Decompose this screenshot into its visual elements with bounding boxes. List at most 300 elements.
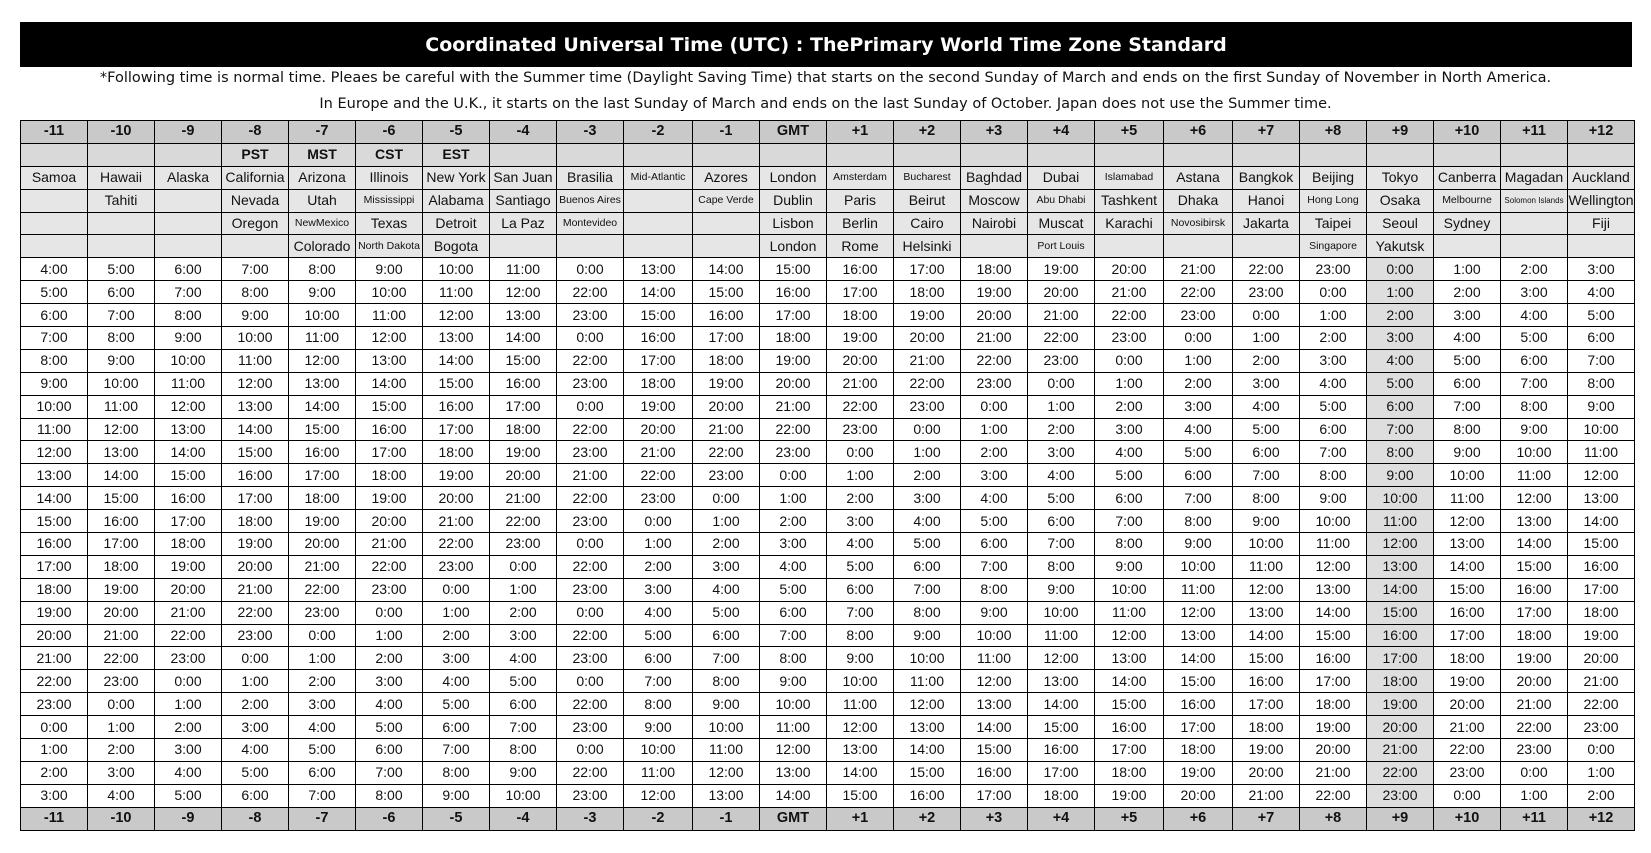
time-row bbox=[21, 395, 1635, 418]
time-cell: 6:00 bbox=[155, 258, 222, 281]
offset-header-cell: +5 bbox=[1095, 121, 1164, 144]
time-cell: 9:00 bbox=[1164, 533, 1233, 556]
zone-abbreviation-cell bbox=[490, 143, 557, 166]
city-cell: Dubai bbox=[1028, 166, 1095, 189]
time-cell: 15:00 bbox=[21, 510, 88, 533]
time-cell: 5:00 bbox=[827, 555, 894, 578]
time-cell: 5:00 bbox=[490, 670, 557, 693]
city-cell: Tokyo bbox=[1367, 166, 1434, 189]
time-cell: 14:00 bbox=[1164, 647, 1233, 670]
time-cell: 2:00 bbox=[222, 693, 289, 716]
time-cell: 5:00 bbox=[1367, 372, 1434, 395]
time-cell: 13:00 bbox=[222, 395, 289, 418]
time-cell: 13:00 bbox=[21, 464, 88, 487]
time-cell: 22:00 bbox=[222, 601, 289, 624]
city-cell: Muscat bbox=[1028, 212, 1095, 235]
time-cell: 5:00 bbox=[760, 578, 827, 601]
time-cell: 22:00 bbox=[557, 349, 624, 372]
time-cell: 10:00 bbox=[1501, 441, 1568, 464]
time-cell: 16:00 bbox=[490, 372, 557, 395]
time-cell: 14:00 bbox=[961, 716, 1028, 739]
time-cell: 16:00 bbox=[1501, 578, 1568, 601]
offset-header-cell: +1 bbox=[827, 121, 894, 144]
offset-footer-cell: -8 bbox=[222, 807, 289, 830]
time-cell: 9:00 bbox=[490, 761, 557, 784]
time-cell: 21:00 bbox=[1095, 281, 1164, 304]
time-cell: 15:00 bbox=[222, 441, 289, 464]
time-cell: 4:00 bbox=[88, 784, 155, 807]
time-cell: 9:00 bbox=[1233, 510, 1300, 533]
time-cell: 17:00 bbox=[827, 281, 894, 304]
time-cell: 6:00 bbox=[21, 304, 88, 327]
time-cell: 4:00 bbox=[490, 647, 557, 670]
city-cell bbox=[155, 235, 222, 258]
time-cell: 10:00 bbox=[1164, 555, 1233, 578]
time-cell: 17:00 bbox=[155, 510, 222, 533]
time-cell: 21:00 bbox=[693, 418, 760, 441]
time-cell: 22:00 bbox=[557, 624, 624, 647]
time-cell: 1:00 bbox=[1367, 281, 1434, 304]
time-cell: 8:00 bbox=[1028, 555, 1095, 578]
time-cell: 9:00 bbox=[760, 670, 827, 693]
time-cell: 15:00 bbox=[894, 761, 961, 784]
time-cell: 7:00 bbox=[1568, 349, 1635, 372]
time-cell: 5:00 bbox=[1300, 395, 1367, 418]
time-row bbox=[21, 578, 1635, 601]
time-cell: 0:00 bbox=[88, 693, 155, 716]
time-cell: 15:00 bbox=[356, 395, 423, 418]
page-title: Coordinated Universal Time (UTC) : ThePrimary World Time Zone Standard bbox=[20, 22, 1632, 67]
time-cell: 9:00 bbox=[1300, 487, 1367, 510]
time-cell: 9:00 bbox=[1028, 578, 1095, 601]
time-cell: 4:00 bbox=[1568, 281, 1635, 304]
time-cell: 6:00 bbox=[1568, 327, 1635, 350]
city-cell: Bogota bbox=[423, 235, 490, 258]
city-cell: Nevada bbox=[222, 189, 289, 212]
time-cell: 0:00 bbox=[1164, 327, 1233, 350]
time-cell: 8:00 bbox=[423, 761, 490, 784]
time-cell: 7:00 bbox=[423, 739, 490, 762]
time-cell: 15:00 bbox=[1300, 624, 1367, 647]
time-cell: 13:00 bbox=[961, 693, 1028, 716]
time-cell: 20:00 bbox=[21, 624, 88, 647]
time-cell: 21:00 bbox=[423, 510, 490, 533]
time-cell: 15:00 bbox=[1095, 693, 1164, 716]
city-cell: Baghdad bbox=[961, 166, 1028, 189]
time-cell: 12:00 bbox=[155, 395, 222, 418]
time-cell: 8:00 bbox=[490, 739, 557, 762]
zone-abbreviation-cell bbox=[961, 143, 1028, 166]
time-cell: 16:00 bbox=[1095, 716, 1164, 739]
time-cell: 22:00 bbox=[624, 464, 693, 487]
time-cell: 20:00 bbox=[760, 372, 827, 395]
time-cell: 0:00 bbox=[557, 533, 624, 556]
time-cell: 0:00 bbox=[1501, 761, 1568, 784]
offset-header-cell: +3 bbox=[961, 121, 1028, 144]
time-cell: 22:00 bbox=[1568, 693, 1635, 716]
time-cell: 15:00 bbox=[289, 418, 356, 441]
time-row bbox=[21, 555, 1635, 578]
time-cell: 18:00 bbox=[624, 372, 693, 395]
time-cell: 22:00 bbox=[894, 372, 961, 395]
city-cell: Montevideo bbox=[557, 212, 624, 235]
time-cell: 1:00 bbox=[894, 441, 961, 464]
time-cell: 17:00 bbox=[1028, 761, 1095, 784]
offset-header-cell: -3 bbox=[557, 121, 624, 144]
time-cell: 11:00 bbox=[155, 372, 222, 395]
time-cell: 10:00 bbox=[1367, 487, 1434, 510]
time-cell: 6:00 bbox=[423, 716, 490, 739]
time-cell: 6:00 bbox=[693, 624, 760, 647]
offset-footer-cell: -1 bbox=[693, 807, 760, 830]
time-cell: 3:00 bbox=[1095, 418, 1164, 441]
time-cell: 1:00 bbox=[21, 739, 88, 762]
time-cell: 15:00 bbox=[1028, 716, 1095, 739]
time-cell: 18:00 bbox=[1095, 761, 1164, 784]
time-row bbox=[21, 739, 1635, 762]
time-cell: 1:00 bbox=[693, 510, 760, 533]
time-cell: 13:00 bbox=[490, 304, 557, 327]
time-cell: 22:00 bbox=[88, 647, 155, 670]
time-cell: 8:00 bbox=[693, 670, 760, 693]
time-cell: 12:00 bbox=[894, 693, 961, 716]
time-cell: 22:00 bbox=[557, 693, 624, 716]
time-cell: 14:00 bbox=[1568, 510, 1635, 533]
time-cell: 0:00 bbox=[961, 395, 1028, 418]
zone-abbreviation-cell: CST bbox=[356, 143, 423, 166]
time-cell: 4:00 bbox=[1434, 327, 1501, 350]
time-cell: 19:00 bbox=[693, 372, 760, 395]
time-cell: 16:00 bbox=[1300, 647, 1367, 670]
time-cell: 20:00 bbox=[1434, 693, 1501, 716]
time-cell: 4:00 bbox=[289, 716, 356, 739]
time-cell: 11:00 bbox=[827, 693, 894, 716]
time-cell: 15:00 bbox=[1501, 555, 1568, 578]
time-cell: 23:00 bbox=[88, 670, 155, 693]
zone-abbreviation-cell bbox=[88, 143, 155, 166]
time-cell: 15:00 bbox=[760, 258, 827, 281]
time-cell: 17:00 bbox=[1501, 601, 1568, 624]
time-cell: 1:00 bbox=[1164, 349, 1233, 372]
time-cell: 22:00 bbox=[961, 349, 1028, 372]
city-cell: Novosibirsk bbox=[1164, 212, 1233, 235]
city-cell bbox=[1568, 235, 1635, 258]
time-cell: 13:00 bbox=[760, 761, 827, 784]
time-cell: 18:00 bbox=[1233, 716, 1300, 739]
time-cell: 22:00 bbox=[155, 624, 222, 647]
time-cell: 4:00 bbox=[1164, 418, 1233, 441]
time-cell: 5:00 bbox=[1568, 304, 1635, 327]
offset-header-cell: +12 bbox=[1568, 121, 1635, 144]
time-cell: 0:00 bbox=[557, 395, 624, 418]
time-cell: 11:00 bbox=[1367, 510, 1434, 533]
offset-footer-cell: +4 bbox=[1028, 807, 1095, 830]
time-cell: 9:00 bbox=[624, 716, 693, 739]
time-cell: 15:00 bbox=[490, 349, 557, 372]
city-cell: Lisbon bbox=[760, 212, 827, 235]
offset-header-cell: -10 bbox=[88, 121, 155, 144]
time-cell: 12:00 bbox=[624, 784, 693, 807]
time-cell: 23:00 bbox=[1028, 349, 1095, 372]
time-cell: 12:00 bbox=[1028, 647, 1095, 670]
time-cell: 5:00 bbox=[693, 601, 760, 624]
time-cell: 22:00 bbox=[1300, 784, 1367, 807]
city-cell bbox=[88, 212, 155, 235]
city-cell bbox=[557, 235, 624, 258]
time-row bbox=[21, 510, 1635, 533]
offset-header-cell: -4 bbox=[490, 121, 557, 144]
time-cell: 22:00 bbox=[289, 578, 356, 601]
time-cell: 3:00 bbox=[155, 739, 222, 762]
zone-abbreviation-cell bbox=[155, 143, 222, 166]
time-cell: 16:00 bbox=[155, 487, 222, 510]
zone-abbreviation-cell bbox=[1568, 143, 1635, 166]
time-cell: 0:00 bbox=[693, 487, 760, 510]
time-cell: 14:00 bbox=[21, 487, 88, 510]
time-cell: 17:00 bbox=[1367, 647, 1434, 670]
offset-header-row bbox=[21, 121, 1635, 144]
time-cell: 8:00 bbox=[1568, 372, 1635, 395]
time-row bbox=[21, 464, 1635, 487]
time-cell: 3:00 bbox=[693, 555, 760, 578]
time-cell: 21:00 bbox=[155, 601, 222, 624]
time-cell: 15:00 bbox=[624, 304, 693, 327]
time-cell: 11:00 bbox=[490, 258, 557, 281]
time-cell: 2:00 bbox=[693, 533, 760, 556]
time-cell: 12:00 bbox=[21, 441, 88, 464]
time-cell: 6:00 bbox=[88, 281, 155, 304]
time-cell: 1:00 bbox=[827, 464, 894, 487]
time-cell: 21:00 bbox=[490, 487, 557, 510]
time-cell: 23:00 bbox=[624, 487, 693, 510]
time-cell: 2:00 bbox=[88, 739, 155, 762]
time-cell: 17:00 bbox=[289, 464, 356, 487]
time-cell: 4:00 bbox=[624, 601, 693, 624]
time-cell: 6:00 bbox=[1164, 464, 1233, 487]
time-cell: 8:00 bbox=[1164, 510, 1233, 533]
time-cell: 0:00 bbox=[356, 601, 423, 624]
time-cell: 4:00 bbox=[1300, 372, 1367, 395]
zone-abbreviation-cell bbox=[557, 143, 624, 166]
time-cell: 14:00 bbox=[1095, 670, 1164, 693]
time-cell: 19:00 bbox=[961, 281, 1028, 304]
time-cell: 10:00 bbox=[423, 258, 490, 281]
zone-abbreviation-cell bbox=[21, 143, 88, 166]
time-cell: 18:00 bbox=[1501, 624, 1568, 647]
time-cell: 12:00 bbox=[490, 281, 557, 304]
time-cell: 2:00 bbox=[155, 716, 222, 739]
city-cell: Helsinki bbox=[894, 235, 961, 258]
city-cell: La Paz bbox=[490, 212, 557, 235]
time-cell: 2:00 bbox=[1095, 395, 1164, 418]
time-cell: 7:00 bbox=[1300, 441, 1367, 464]
time-cell: 22:00 bbox=[760, 418, 827, 441]
time-cell: 20:00 bbox=[356, 510, 423, 533]
time-cell: 0:00 bbox=[1568, 739, 1635, 762]
city-cell: Melbourne bbox=[1434, 189, 1501, 212]
time-cell: 0:00 bbox=[289, 624, 356, 647]
time-cell: 23:00 bbox=[21, 693, 88, 716]
city-cell bbox=[21, 189, 88, 212]
time-row bbox=[21, 716, 1635, 739]
time-cell: 2:00 bbox=[1367, 304, 1434, 327]
time-cell: 22:00 bbox=[1028, 327, 1095, 350]
time-row bbox=[21, 327, 1635, 350]
time-cell: 23:00 bbox=[155, 647, 222, 670]
time-cell: 2:00 bbox=[1164, 372, 1233, 395]
time-cell: 9:00 bbox=[423, 784, 490, 807]
city-cell bbox=[490, 235, 557, 258]
time-cell: 21:00 bbox=[1164, 258, 1233, 281]
offset-footer-row bbox=[21, 807, 1635, 830]
time-cell: 22:00 bbox=[423, 533, 490, 556]
time-cell: 13:00 bbox=[894, 716, 961, 739]
time-cell: 3:00 bbox=[1164, 395, 1233, 418]
time-cell: 21:00 bbox=[1501, 693, 1568, 716]
time-cell: 0:00 bbox=[894, 418, 961, 441]
city-cell: Hawaii bbox=[88, 166, 155, 189]
time-cell: 20:00 bbox=[961, 304, 1028, 327]
city-cell: Tahiti bbox=[88, 189, 155, 212]
city-cell bbox=[21, 235, 88, 258]
time-cell: 10:00 bbox=[624, 739, 693, 762]
time-row bbox=[21, 441, 1635, 464]
zone-abbreviation-cell bbox=[1300, 143, 1367, 166]
city-cell bbox=[1095, 235, 1164, 258]
time-cell: 22:00 bbox=[557, 487, 624, 510]
city-cell: Astana bbox=[1164, 166, 1233, 189]
time-cell: 11:00 bbox=[1300, 533, 1367, 556]
time-cell: 2:00 bbox=[760, 510, 827, 533]
time-cell: 3:00 bbox=[1028, 441, 1095, 464]
city-cell bbox=[693, 235, 760, 258]
time-cell: 8:00 bbox=[155, 304, 222, 327]
time-cell: 5:00 bbox=[1501, 327, 1568, 350]
city-cell: Karachi bbox=[1095, 212, 1164, 235]
time-cell: 4:00 bbox=[961, 487, 1028, 510]
time-cell: 8:00 bbox=[356, 784, 423, 807]
time-cell: 19:00 bbox=[1434, 670, 1501, 693]
time-cell: 14:00 bbox=[624, 281, 693, 304]
city-cell: Bangkok bbox=[1233, 166, 1300, 189]
time-cell: 0:00 bbox=[827, 441, 894, 464]
time-cell: 9:00 bbox=[356, 258, 423, 281]
time-cell: 14:00 bbox=[1300, 601, 1367, 624]
time-cell: 11:00 bbox=[1434, 487, 1501, 510]
time-cell: 23:00 bbox=[827, 418, 894, 441]
time-cell: 2:00 bbox=[423, 624, 490, 647]
offset-header-cell: +2 bbox=[894, 121, 961, 144]
time-cell: 11:00 bbox=[21, 418, 88, 441]
time-cell: 11:00 bbox=[760, 716, 827, 739]
time-cell: 3:00 bbox=[827, 510, 894, 533]
time-cell: 18:00 bbox=[1300, 693, 1367, 716]
time-cell: 23:00 bbox=[1434, 761, 1501, 784]
offset-header-cell: +7 bbox=[1233, 121, 1300, 144]
time-cell: 16:00 bbox=[289, 441, 356, 464]
time-cell: 0:00 bbox=[1233, 304, 1300, 327]
time-cell: 0:00 bbox=[1028, 372, 1095, 395]
offset-header-cell: -6 bbox=[356, 121, 423, 144]
time-cell: 6:00 bbox=[624, 647, 693, 670]
time-cell: 16:00 bbox=[894, 784, 961, 807]
time-cell: 6:00 bbox=[356, 739, 423, 762]
time-cell: 7:00 bbox=[693, 647, 760, 670]
city-cell: Samoa bbox=[21, 166, 88, 189]
note-line-2: In Europe and the U.K., it starts on the last Sunday of March and ends on the last Sunday of October. Japan does not use the Summer time. bbox=[319, 96, 1332, 112]
time-cell: 17:00 bbox=[1233, 693, 1300, 716]
time-cell: 18:00 bbox=[1568, 601, 1635, 624]
time-cell: 12:00 bbox=[222, 372, 289, 395]
time-cell: 9:00 bbox=[88, 349, 155, 372]
time-cell: 23:00 bbox=[961, 372, 1028, 395]
time-cell: 23:00 bbox=[693, 464, 760, 487]
time-cell: 15:00 bbox=[88, 487, 155, 510]
time-cell: 20:00 bbox=[423, 487, 490, 510]
time-cell: 8:00 bbox=[760, 647, 827, 670]
time-cell: 12:00 bbox=[760, 739, 827, 762]
time-cell: 22:00 bbox=[490, 510, 557, 533]
time-cell: 0:00 bbox=[760, 464, 827, 487]
zone-abbreviation-cell bbox=[1164, 143, 1233, 166]
offset-footer-cell: +10 bbox=[1434, 807, 1501, 830]
offset-footer-cell: +6 bbox=[1164, 807, 1233, 830]
city-cell: London bbox=[760, 235, 827, 258]
time-cell: 14:00 bbox=[1233, 624, 1300, 647]
time-cell: 0:00 bbox=[1367, 258, 1434, 281]
time-cell: 11:00 bbox=[423, 281, 490, 304]
time-cell: 7:00 bbox=[1434, 395, 1501, 418]
city-cell: NewMexico bbox=[289, 212, 356, 235]
time-cell: 7:00 bbox=[21, 327, 88, 350]
time-cell: 23:00 bbox=[557, 647, 624, 670]
city-cell bbox=[88, 235, 155, 258]
time-row bbox=[21, 533, 1635, 556]
city-cell: Illinois bbox=[356, 166, 423, 189]
time-cell: 14:00 bbox=[760, 784, 827, 807]
time-cell: 20:00 bbox=[1300, 739, 1367, 762]
time-cell: 0:00 bbox=[557, 739, 624, 762]
time-cell: 10:00 bbox=[490, 784, 557, 807]
time-cell: 16:00 bbox=[624, 327, 693, 350]
city-cell bbox=[624, 235, 693, 258]
time-cell: 19:00 bbox=[88, 578, 155, 601]
time-cell: 4:00 bbox=[1028, 464, 1095, 487]
city-cell: Seoul bbox=[1367, 212, 1434, 235]
offset-footer-cell: +1 bbox=[827, 807, 894, 830]
time-cell: 17:00 bbox=[21, 555, 88, 578]
time-cell: 0:00 bbox=[423, 578, 490, 601]
offset-header-cell: +9 bbox=[1367, 121, 1434, 144]
time-cell: 11:00 bbox=[356, 304, 423, 327]
zone-abbreviation-cell bbox=[693, 143, 760, 166]
time-cell: 3:00 bbox=[1233, 372, 1300, 395]
time-cell: 2:00 bbox=[21, 761, 88, 784]
time-cell: 3:00 bbox=[88, 761, 155, 784]
time-cell: 21:00 bbox=[557, 464, 624, 487]
time-cell: 23:00 bbox=[222, 624, 289, 647]
time-cell: 0:00 bbox=[557, 670, 624, 693]
time-cell: 4:00 bbox=[760, 555, 827, 578]
time-cell: 20:00 bbox=[894, 327, 961, 350]
city-cell: Auckland bbox=[1568, 166, 1635, 189]
time-cell: 4:00 bbox=[1501, 304, 1568, 327]
time-cell: 23:00 bbox=[557, 578, 624, 601]
time-cell: 5:00 bbox=[356, 716, 423, 739]
time-cell: 11:00 bbox=[1568, 441, 1635, 464]
zone-abbreviation-cell bbox=[1501, 143, 1568, 166]
offset-header-cell: -8 bbox=[222, 121, 289, 144]
